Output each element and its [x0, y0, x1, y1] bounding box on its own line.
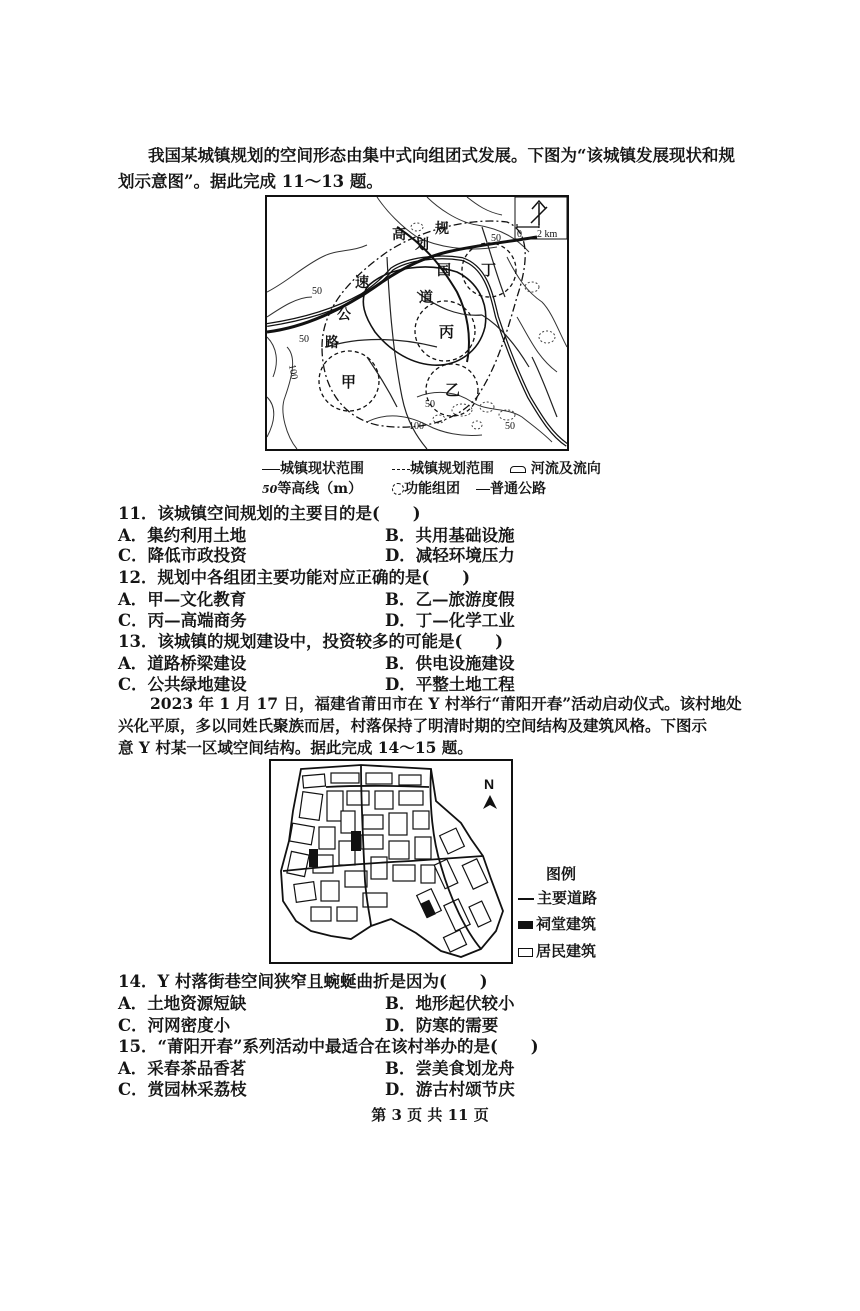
contour-label: 50 — [505, 421, 515, 432]
contour-label: 50 — [491, 233, 501, 244]
contour-label: 100 — [409, 421, 424, 432]
highway-label-char: 速 — [355, 275, 369, 291]
highway-label-char: 公 — [337, 307, 351, 323]
svg-text:N: N — [484, 776, 495, 792]
contour-label: 50 — [312, 286, 322, 297]
q15-option-a[interactable]: A．采春茶品香茗 — [118, 1059, 247, 1078]
q15-option-b[interactable]: B．尝美食划龙舟 — [385, 1059, 515, 1078]
q14-stem: 14．Y 村落街巷空间狭窄且蜿蜒曲折是因为( ) — [118, 972, 488, 991]
town-planning-map — [265, 195, 569, 451]
legend2-title: 图例 — [546, 865, 577, 883]
q13-option-c[interactable]: C．公共绿地建设 — [118, 675, 247, 694]
q14-option-a[interactable]: A．土地资源短缺 — [118, 994, 247, 1013]
legend-road: 普通公路 — [476, 478, 546, 498]
intro2-line2: 兴化平原，多以同姓氏聚族而居，村落保持了明清时期的空间结构及建筑风格。下图示 — [118, 716, 708, 735]
legend-river: 河流及流向 — [510, 458, 601, 478]
q12-option-d[interactable]: D．丁—化学工业 — [385, 611, 515, 630]
cluster-bing-label: 丙 — [439, 323, 455, 341]
q12-option-b[interactable]: B．乙—旅游度假 — [385, 590, 515, 609]
q15-option-c[interactable]: C．赏园林采荔枝 — [118, 1080, 247, 1099]
highway-label-char: 路 — [325, 335, 339, 351]
q11-option-b[interactable]: B．共用基础设施 — [385, 526, 515, 545]
q14-option-d[interactable]: D．防寒的需要 — [385, 1016, 499, 1035]
intro2-line3: 意 Y 村某一区域空间结构。据此完成 14～15 题。 — [118, 738, 473, 757]
intro1-line1: 我国某城镇规划的空间形态由集中式向组团式发展。下图为“该城镇发展现状和规 — [148, 146, 735, 165]
legend2-residential: 居民建筑 — [518, 940, 596, 961]
q13-option-a[interactable]: A．道路桥梁建设 — [118, 654, 247, 673]
q12-stem: 12．规划中各组团主要功能对应正确的是( ) — [118, 568, 471, 587]
q11-option-c[interactable]: C．降低市政投资 — [118, 546, 247, 565]
legend2-ancestral: 祠堂建筑 — [518, 913, 596, 934]
scale-end-label: 2 km — [537, 229, 558, 240]
cluster-jia-label: 甲 — [341, 373, 357, 391]
road-label-char: 道 — [419, 290, 433, 306]
q12-option-a[interactable]: A．甲—文化教育 — [118, 590, 247, 609]
q11-stem: 11．该城镇空间规划的主要目的是( ) — [118, 504, 421, 523]
intro2-line1: 2023 年 1 月 17 日，福建省莆田市在 Y 村举行“莆阳开春”活动启动仪式。该村地处 — [150, 694, 742, 713]
village-structure-map — [269, 759, 513, 964]
legend-current: 城镇现状范围 — [262, 458, 364, 478]
road-label-char: 国 — [437, 263, 451, 279]
q13-stem: 13．该城镇的规划建设中，投资较多的可能是( ) — [118, 632, 504, 651]
north-arrow-icon — [531, 201, 547, 225]
road-label-char: 划 — [415, 237, 429, 253]
road-label-char: 规 — [435, 221, 449, 237]
q11-option-a[interactable]: A．集约利用土地 — [118, 526, 247, 545]
q15-stem: 15．“莆阳开春”系列活动中最适合在该村举办的是( ) — [118, 1037, 539, 1056]
legend-planned: 城镇规划范围 — [392, 458, 494, 478]
intro1-line2: 划示意图”。据此完成 11～13 题。 — [118, 172, 383, 191]
q13-option-b[interactable]: B．供电设施建设 — [385, 654, 515, 673]
north-arrow-icon — [483, 776, 497, 809]
cluster-ding-label: 丁 — [481, 261, 497, 279]
q13-option-d[interactable]: D．平整土地工程 — [385, 675, 515, 694]
q12-option-c[interactable]: C．丙—高端商务 — [118, 611, 247, 630]
q15-option-d[interactable]: D．游古村颂节庆 — [385, 1080, 515, 1099]
contour-label: 50 — [299, 334, 309, 345]
legend2-road: 主要道路 — [518, 887, 597, 908]
contour-label: 100 — [286, 363, 300, 381]
q11-option-d[interactable]: D．减轻环境压力 — [385, 546, 515, 565]
highway-label-char: 高 — [392, 227, 406, 243]
legend-contour: 50等高线（m） — [262, 481, 363, 497]
contour-label: 50 — [425, 399, 435, 410]
scale-start-label: 0 — [517, 229, 522, 240]
page-footer: 第 3 页 共 11 页 — [371, 1106, 489, 1124]
cluster-yi-label: 乙 — [445, 381, 461, 399]
q14-option-c[interactable]: C．河网密度小 — [118, 1016, 231, 1035]
legend-cluster: 功能组团 — [392, 478, 460, 498]
q14-option-b[interactable]: B．地形起伏较小 — [385, 994, 515, 1013]
